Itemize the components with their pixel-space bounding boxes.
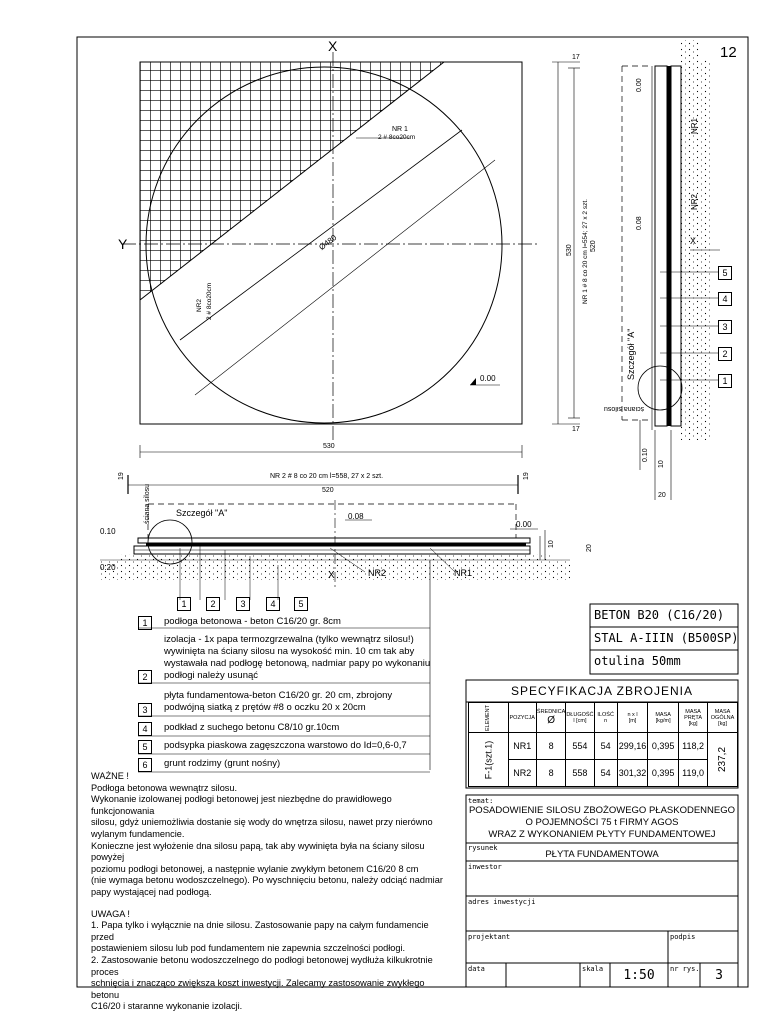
legend-item-3 — [138, 690, 430, 716]
spec-cell: 299,16 — [617, 733, 647, 760]
inwestor-label: inwestor — [468, 863, 502, 871]
nr-rys-value: 3 — [715, 968, 723, 983]
legend-text: izolacja - 1x papa termozgrzewalna (tylko wewnątrz silosu!) wywinięta na ściany silosu na wysokość min. 10 cm tak aby wystawała nad podłogę betonową, nadmiar papy po wykonaniu podłogi należy usunąć — [164, 634, 431, 681]
section-tag-4: 4 — [266, 597, 280, 611]
warning-line: schnięcia i znacząco zwiększa koszt inwestycji. Zalecamy zastosowanie zwykłego betonu — [91, 978, 425, 1000]
axis-y-label: Y — [118, 236, 128, 252]
plan-level: 0.00 — [480, 374, 496, 383]
spec-row-nr1 — [469, 733, 738, 760]
skala-label: skala — [582, 965, 604, 973]
spec-cell: 0,395 — [648, 733, 679, 760]
section-dim-20: 20 — [586, 544, 593, 552]
legend-num: 6 — [138, 758, 152, 772]
dim-520-right: 520 — [590, 240, 597, 252]
legend-num: 2 — [138, 670, 152, 684]
legend-text: podkład z suchego betonu C8/10 gr.10cm — [164, 722, 340, 733]
side-tag-1: 1 — [718, 374, 732, 388]
plan-dimensions-right — [552, 62, 580, 424]
side-section — [622, 40, 720, 500]
legend-num: 1 — [138, 616, 152, 630]
podpis-label: podpis — [670, 933, 696, 941]
spec-col-ilosc: ILOŚĆ n — [594, 703, 617, 733]
spec-cell: 54 — [594, 760, 617, 787]
plan-nr2-label: NR2 — [196, 298, 203, 312]
skala-value: 1:50 — [623, 968, 655, 983]
spec-col-dlugosc: DŁUGOŚĆ l [cm] — [566, 703, 594, 733]
warning-line: 1. Papa tylko i wyłącznie na dnie silosu. Zastosowanie papy na całym fundamencie przed — [91, 920, 429, 942]
spec-col-nxl: n x l [m] — [617, 703, 647, 733]
cross-section — [100, 500, 570, 600]
spec-cell: 119,0 — [679, 760, 708, 787]
side-level-mid: 0.08 — [636, 216, 643, 230]
notes-line: Wykonanie izolowanej podłogi betonowej jest niezbędne do prawidłowego funkcjonowania — [91, 794, 392, 816]
section-level-010: 0.10 — [100, 527, 116, 536]
spec-col-pozycja: POZYCJA — [508, 703, 536, 733]
material-cover: otulina 50mm — [594, 654, 681, 668]
section-level-008: 0.08 — [348, 512, 364, 521]
warning-line: postawieniem silosu lub pod fundamentem nie zapewnia szczelności podłogi. — [91, 943, 406, 954]
section-axis-x: X — [328, 570, 335, 581]
section-tag-2: 2 — [206, 597, 220, 611]
side-nr1: NR1 — [690, 117, 699, 134]
side-tag-3: 3 — [718, 320, 732, 334]
rysunek: PŁYTA FUNDAMENTOWA — [545, 849, 659, 860]
section-tag-3: 3 — [236, 597, 250, 611]
sheet-number: 12 — [720, 44, 737, 61]
spec-cell: 118,2 — [679, 733, 708, 760]
side-tag-4: 4 — [718, 292, 732, 306]
material-steel: STAL A-IIIN (B500SP) — [594, 631, 739, 645]
side-detail: Szczegół "A" — [626, 328, 636, 380]
side-tag-5: 5 — [718, 266, 732, 280]
spec-cell: 8 — [536, 760, 565, 787]
spec-row-nr2 — [469, 760, 738, 787]
notes-line: silosu, gdyż uniemożliwia dostanie się wody do wnętrza silosu, nawet przy nierówno — [91, 817, 433, 828]
legend-item-2 — [138, 634, 430, 682]
projektant-label: projektant — [468, 933, 511, 941]
notes-line: papy wystającej nad podłogą. — [91, 886, 212, 897]
legend-text: podsypka piaskowa zagęszczona warstowo do Id=0,6-0,7 — [164, 740, 407, 751]
nr2-note: NR 2 # 8 co 20 cm l=558, 27 x 2 szt. — [270, 473, 384, 480]
side-tag-2: 2 — [718, 347, 732, 361]
data-label: data — [468, 965, 485, 973]
dim-19-right: 19 — [523, 472, 530, 480]
rysunek-label: rysunek — [468, 844, 498, 852]
nr-rys-label: nr rys. — [670, 965, 700, 973]
notes-line: Podłoga betonowa wewnątrz silosu. — [91, 782, 238, 793]
temat-line: WRAZ Z WYKONANIEM PŁYTY FUNDAMENTOWEJ — [488, 829, 716, 840]
spec-cell: 54 — [594, 733, 617, 760]
spec-cell: 8 — [536, 733, 565, 760]
section-wall-label: ściana silosu — [144, 483, 151, 524]
legend-text: grunt rodzimy (grunt nośny) — [164, 758, 281, 769]
spec-col-srednica: ŚREDNICA Ø — [536, 703, 565, 733]
warning-heading: UWAGA ! — [91, 908, 130, 919]
material-concrete: BETON B20 (C16/20) — [594, 608, 725, 622]
spec-cell: NR1 — [508, 733, 536, 760]
notes-line: (nie wymaga betonu wodoszczelnego). Po wyschnięciu betonu, należy odciąć nadmiar — [91, 875, 443, 886]
dim-19-left: 19 — [118, 472, 125, 480]
section-dim-10: 10 — [548, 540, 555, 548]
dim-17-top: 17 — [572, 54, 580, 61]
temat — [466, 805, 738, 841]
plan-nr1-spec: 2 # 8co20cm — [378, 134, 416, 141]
spec-col-element: ELEMENT — [469, 703, 509, 733]
legend-item-5 — [138, 740, 430, 754]
legend-num: 5 — [138, 740, 152, 754]
legend-num: 3 — [138, 703, 152, 717]
spec-cell: 554 — [566, 733, 594, 760]
spec-cell: 0,395 — [648, 760, 679, 787]
spec-cell: 301,32 — [617, 760, 647, 787]
notes-block — [91, 771, 446, 1013]
legend-text: płyta fundamentowa-beton C16/20 gr. 20 cm, zbrojony podwójną siatką z prętów #8 o oczku 20 x 20cm — [164, 690, 393, 713]
warning-line: 2. Zastosowanie betonu wodoszczelnego do podłogi betonowej wydłuża kilkukrotnie proces — [91, 954, 433, 977]
plan-nr1-label: NR 1 — [392, 126, 408, 133]
axis-x-label: X — [328, 38, 338, 54]
plan-view — [122, 52, 540, 440]
notes-line: poziomu podłogi betonowej, a następnie wylanie zwykłym betonem C16/20 8 cm — [91, 863, 419, 874]
notes-line: wylanym fundamencie. — [91, 828, 185, 839]
legend-text: podłoga betonowa - beton C16/20 gr. 8cm — [164, 616, 341, 627]
side-nr2: NR2 — [690, 193, 699, 210]
section-nr1: NR1 — [454, 568, 473, 578]
spec-total: 237,2 — [708, 733, 738, 787]
adres-label: adres inwestycji — [468, 898, 536, 906]
side-wall: ściana silosu — [604, 405, 645, 412]
diameter-label: Ø480 — [317, 233, 339, 252]
legend-item-4 — [138, 722, 430, 736]
spec-cell: 558 — [566, 760, 594, 787]
section-tag-1: 1 — [177, 597, 191, 611]
nr1-note: NR 1 # 8 co 20 cm l=554; 27 x 2 szt. — [582, 199, 589, 304]
spec-col-masa: MASA [kg/m] — [648, 703, 679, 733]
section-level-020: 0.20 — [100, 563, 116, 572]
temat-line: POSADOWIENIE SILOSU ZBOŻOWEGO PŁASKODENNEGO — [468, 805, 736, 816]
spec-col-masa-ogolna: MASA OGÓLNA [kg] — [708, 703, 738, 733]
side-dim-20: 20 — [658, 492, 666, 499]
plan-nr2-spec: 2 # 8co20cm — [206, 282, 213, 320]
side-level-010: 0.10 — [642, 448, 649, 462]
notes-heading: WAŻNE ! — [91, 771, 129, 781]
spec-element-name: F-1(szt.1) — [469, 733, 509, 787]
spec-col-masa-preta: MASA PRĘTA [kg] — [679, 703, 708, 733]
spec-title: SPECYFIKACJA ZBROJENIA — [510, 684, 694, 698]
section-nr2: NR2 — [368, 568, 387, 578]
temat-line: O POJEMNOŚCI 75 t FIRMY AGOS — [525, 817, 679, 828]
spec-cell: NR2 — [508, 760, 536, 787]
legend-item-6 — [138, 758, 430, 772]
warning-line: C16/20 i staranne wykonanie izolacji. — [91, 1001, 243, 1012]
legend-item-1 — [138, 616, 430, 628]
section-detail-label: Szczegół "A" — [176, 508, 228, 518]
dim-520-bottom: 520 — [322, 487, 334, 494]
notes-line: Konieczne jest wyłożenie dna silosu papą, tak aby wywinięta była na ściany silosu powyżej — [91, 840, 425, 863]
dim-530-right: 530 — [566, 244, 573, 256]
section-level-000: 0.00 — [516, 520, 532, 529]
legend-num: 4 — [138, 722, 152, 736]
side-axis-x: X — [690, 236, 697, 246]
section-tag-5: 5 — [294, 597, 308, 611]
temat-label: temat: — [468, 797, 494, 805]
side-dim-10: 10 — [658, 460, 665, 468]
dim-17-bottom: 17 — [572, 426, 580, 433]
side-level-top: 0.00 — [636, 78, 643, 92]
dim-530-bottom: 530 — [323, 443, 335, 450]
spec-table — [468, 702, 738, 787]
